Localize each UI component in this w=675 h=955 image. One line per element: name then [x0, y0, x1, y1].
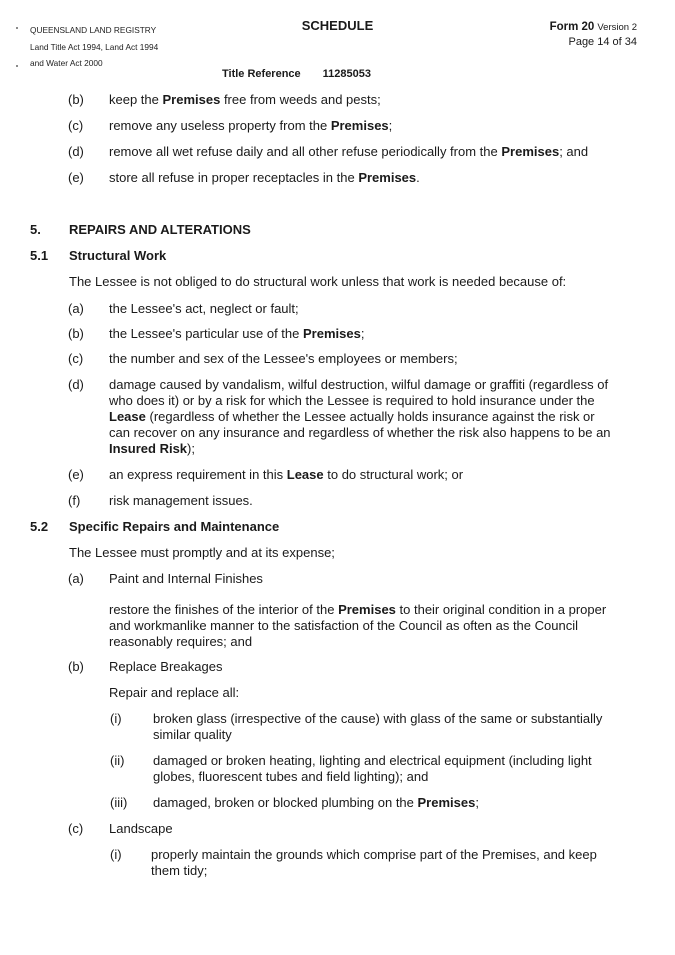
item-text: the Lessee's act, neglect or fault; — [109, 301, 299, 316]
subsection-title: Structural Work — [69, 248, 167, 263]
list-item — [0, 144, 675, 162]
sub-item-text: properly maintain the grounds which comprise part of the Premises, and keep them tidy; — [151, 847, 597, 878]
sub-item-text: broken glass (irrespective of the cause) with glass of the same or substantially similar quality — [153, 711, 603, 742]
paragraph: The Lessee is not obliged to do structural work unless that work is needed because of: — [69, 274, 567, 289]
item-text: remove any useless property from the Premises; — [109, 118, 393, 133]
item-label: (b) — [68, 659, 84, 674]
subsection-heading — [0, 248, 675, 266]
paragraph: restore the finishes of the interior of the Premises to their original condition in a proper and workmanlike manner to the satisfaction of the Council as often as the Council reasonably requires; and — [109, 602, 607, 649]
item-label: (e) — [68, 170, 84, 185]
item-text: risk management issues. — [109, 493, 253, 508]
paragraph: Repair and replace all: — [109, 685, 240, 700]
list-item — [0, 92, 675, 110]
item-text: the Lessee's particular use of the Premises; — [109, 326, 365, 341]
title-reference — [222, 68, 371, 80]
scan-speck — [16, 65, 18, 67]
title-reference-label: Title Reference — [222, 68, 301, 80]
item-label: (d) — [68, 377, 84, 392]
item-label: (c) — [68, 118, 84, 133]
item-heading: Replace Breakages — [109, 659, 223, 674]
schedule-title: SCHEDULE — [301, 18, 374, 33]
item-label: (a) — [68, 301, 84, 316]
list-item — [0, 377, 675, 459]
item-label: (d) — [68, 144, 84, 159]
registry-name: QUEENSLAND LAND REGISTRY — [30, 25, 157, 35]
registry-act-line1: Land Title Act 1994, Land Act 1994 — [30, 41, 159, 52]
item-label: (c) — [68, 821, 84, 836]
sub-list-item — [0, 795, 675, 813]
sub-item-label: (i) — [110, 847, 122, 862]
item-label: (a) — [68, 571, 84, 586]
sub-list-item — [0, 753, 675, 787]
sub-item-text: damaged or broken heating, lighting and electrical equipment (including light globes, fluorescent tubes and field lighting); and — [153, 753, 592, 784]
list-item — [0, 821, 675, 839]
item-text: the number and sex of the Lessee's employees or members; — [109, 351, 458, 366]
section-number: 5. — [30, 222, 41, 237]
form-number: Form 20 — [549, 21, 595, 33]
item-text: store all refuse in proper receptacles in the Premises. — [109, 170, 420, 185]
list-item — [0, 351, 675, 369]
sub-item-text: damaged, broken or blocked plumbing on the Premises; — [153, 795, 479, 810]
item-text: an express requirement in this Lease to do structural work; or — [109, 467, 464, 482]
item-label: (e) — [68, 467, 84, 482]
section-heading — [0, 222, 675, 240]
page-number: Page 14 of 34 — [568, 36, 637, 48]
subsection-title: Specific Repairs and Maintenance — [69, 519, 280, 534]
item-text: remove all wet refuse daily and all other refuse periodically from the Premises; and — [109, 144, 589, 159]
sub-list-item — [0, 711, 675, 745]
list-item — [0, 118, 675, 136]
subsection-number: 5.1 — [30, 248, 49, 263]
sub-item-label: (iii) — [110, 795, 128, 810]
section-title: REPAIRS AND ALTERATIONS — [69, 222, 251, 237]
list-item — [0, 301, 675, 319]
item-label: (b) — [68, 92, 84, 107]
list-item — [0, 467, 675, 485]
sub-item-label: (ii) — [110, 753, 125, 768]
item-label: (b) — [68, 326, 84, 341]
registry-act-line2: and Water Act 2000 — [30, 58, 103, 68]
sub-list-item — [0, 847, 675, 881]
item-text: damage caused by vandalism, wilful destruction, wilful damage or graffiti (regardless of who does it) or by a risk for which the Lessee is required to hold insurance under the Lease (regardless of whether the Lessee actually holds insurance against the risk or can recover on any insurance and regardless of whether the risk also happens to be an Insured Risk); — [109, 377, 611, 456]
title-reference-value: 11285053 — [322, 68, 372, 80]
paragraph: The Lessee must promptly and at its expense; — [69, 545, 335, 560]
list-item — [0, 170, 675, 188]
item-label: (c) — [68, 351, 84, 366]
list-item — [0, 493, 675, 511]
item-label: (f) — [68, 493, 81, 508]
sub-item-label: (i) — [110, 711, 122, 726]
list-item — [0, 326, 675, 344]
form-info — [550, 20, 637, 50]
item-heading: Paint and Internal Finishes — [109, 571, 263, 586]
list-item — [0, 571, 675, 589]
subsection-number: 5.2 — [30, 519, 49, 534]
subsection-heading — [0, 519, 675, 537]
item-heading: Landscape — [109, 821, 173, 836]
item-text: keep the Premises free from weeds and pests; — [109, 92, 381, 107]
form-version: Version 2 — [597, 22, 637, 33]
list-item — [0, 659, 675, 677]
